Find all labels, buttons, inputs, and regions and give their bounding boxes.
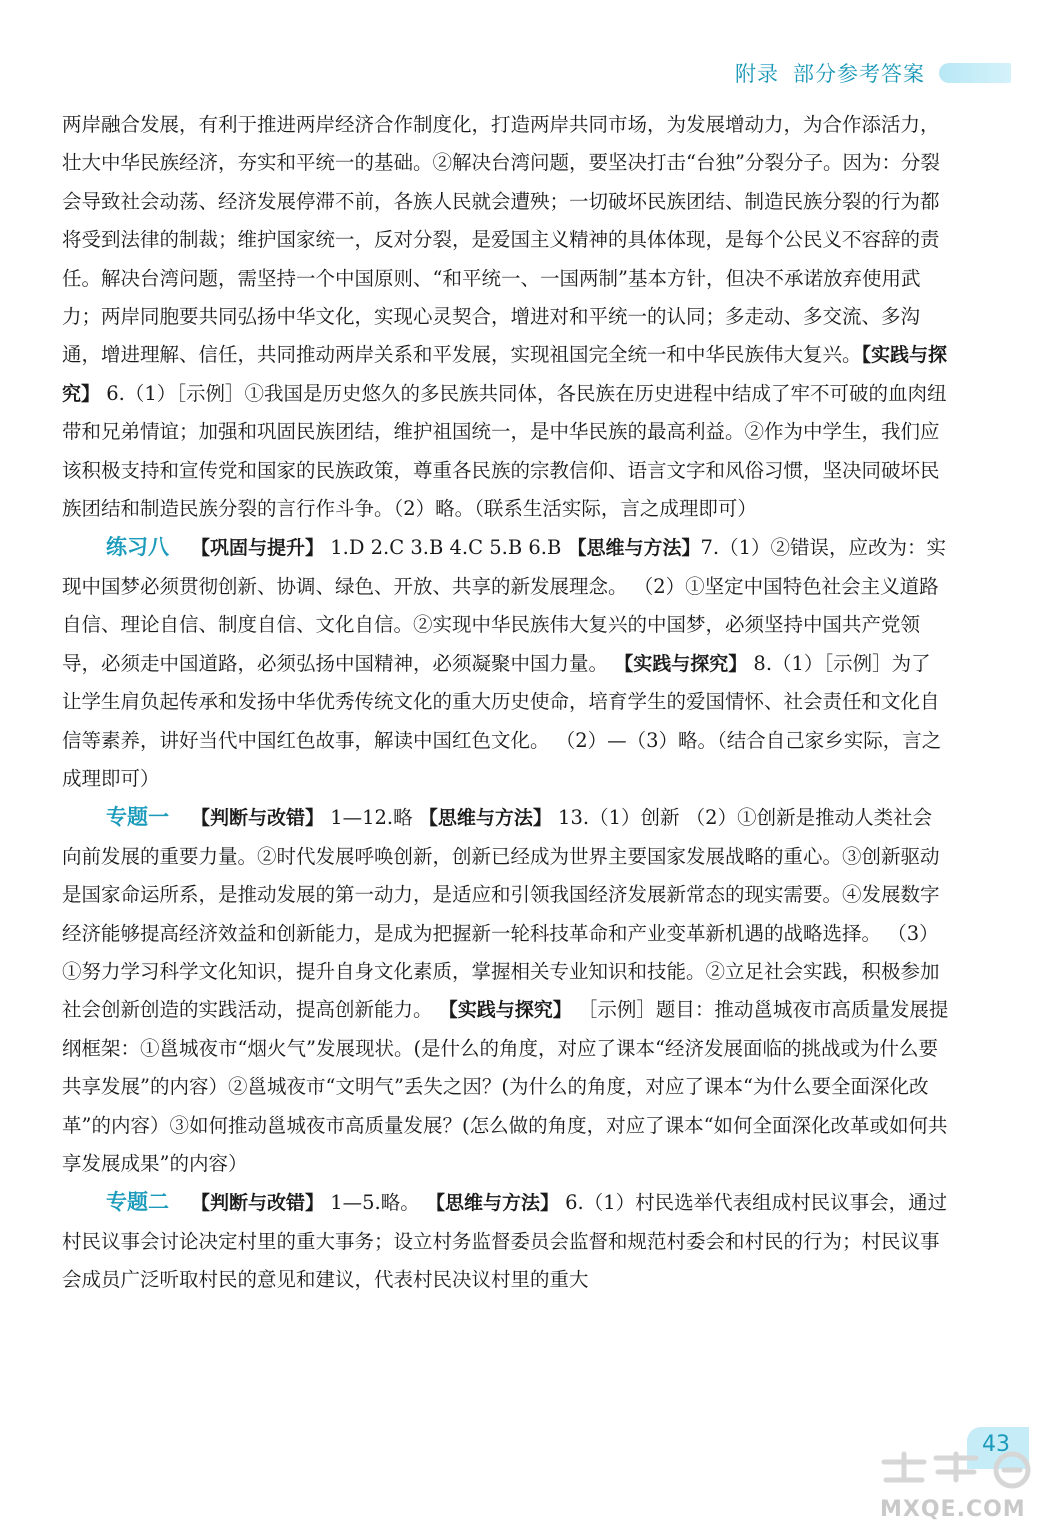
paragraph-continued xyxy=(62,106,950,528)
answer-text: ［示例］题目：推动邕城夜市高质量发展提纲框架：①邕城夜市“烟火气”发展现状。(是什么的角度，对应了课本“经济发展面临的挑战或为什么要共享发展”的内容）②邕城夜市“文明气”丢失之因？(为什么的角度，对应了课本“为什么要全面深化改革”的内容）③如何推动邕城夜市高质量发展？(怎么做的角度，对应了课本“如何全面深化改革或如何共享发展成果”的内容） xyxy=(62,998,949,1175)
tag: 【实践与探究】 xyxy=(614,652,748,675)
tag: 【判断与改错】 xyxy=(191,1192,325,1215)
answer-text: 1—12.略 xyxy=(324,806,419,830)
answer-text: 8.（1）［示例］为了让学生肩负起传承和发扬中华优秀传统文化的重大历史使命，培育学生的爱国情怀、社会责任和文化自信等素养，讲好当代中国红色故事，解读中国红色文化。 （2）—（3）略。（结合自己家乡实际，言之成理即可） xyxy=(62,651,942,790)
answer-text: 6.（1）村民选举代表组成村民议事会，通过村民议事会讨论决定村里的重大事务；设立村务监督委员会监督和规范村委会和村民的行为；村民议事会成员广泛听取村民的意见和建议，代表村民决议村里的重大 xyxy=(62,1191,948,1292)
page-header xyxy=(735,58,1011,88)
tag-practice: 【实践与探究】 xyxy=(62,344,948,405)
tag: 【思维与方法】 xyxy=(418,807,552,830)
answer-text: 7.（1）②错误，应改为：实现中国梦必须贯彻创新、协调、绿色、开放、共享的新发展理念。 （2）①坚定中国特色社会主义道路自信、理论自信、制度自信、文化自信。②实现中华民族伟大复兴的中国梦，必须坚持中国共产党领导，必须走中国道路，必须弘扬中国精神，必须凝聚中国力量。 xyxy=(62,536,947,675)
section-title: 专题二 xyxy=(106,1190,169,1215)
answer-text: 13.（1）创新 （2）①创新是推动人类社会向前发展的重要力量。②时代发展呼唤创新，创新已经成为世界主要国家发展战略的重心。③创新驱动是国家命运所系，是推动发展的第一动力，是适应和引领我国经济发展新常态的现实需要。④发展数字经济能够提高经济效益和创新能力，是成为把握新一轮科技革命和产业变革新机遇的战略选择。 （3）①努力学习科学文化知识，提升自身文化素质，掌握相关专业知识和技能。②立足社会实践，积极参加社会创新创造的实践活动，提高创新能力。 xyxy=(62,806,940,1022)
tag: 【思维与方法】 xyxy=(425,1192,559,1215)
header-title: 部分参考答案 xyxy=(793,62,925,86)
tag: 【实践与探究】 xyxy=(438,999,572,1022)
tag: 【巩固与提升】 xyxy=(191,537,325,560)
watermark-site: MXQE.COM xyxy=(880,1497,1026,1522)
section-topic-1 xyxy=(62,798,950,1183)
page-number: 43 xyxy=(982,1432,1010,1457)
paragraph-text: 6.（1）［示例］①我国是历史悠久的多民族共同体，各民族在历史进程中结成了牢不可破的血肉纽带和兄弟情谊；加强和巩固民族团结，维护祖国统一，是中华民族的最高利益。②作为中学生，我们应该积极支持和宣传党和国家的民族政策，尊重各民族的宗教信仰、语言文字和风俗习惯，坚决同破坏民族团结和制造民族分裂的言行作斗争。（2）略。（联系生活实际，言之成理即可） xyxy=(62,381,947,521)
answer-text: 1—5.略。 xyxy=(324,1191,426,1215)
tag: 【思维与方法】 xyxy=(567,537,701,560)
page-content xyxy=(62,106,950,1300)
header-section: 附录 xyxy=(735,62,779,86)
section-title: 练习八 xyxy=(106,535,169,560)
section-title: 专题一 xyxy=(106,805,169,830)
answer-text: 1.D 2.C 3.B 4.C 5.B 6.B xyxy=(324,536,568,560)
header-decoration-bar xyxy=(939,63,1011,83)
paragraph-text: 两岸融合发展，有利于推进两岸经济合作制度化，打造两岸共同市场，为发展增动力，为合作添活力，壮大中华民族经济，夯实和平统一的基础。②解决台湾问题，要坚决打击“台独”分裂分子。因为：分裂会导致社会动荡、经济发展停滞不前，各族人民就会遭殃；一切破坏民族团结、制造民族分裂的行为都将受到法律的制裁；维护国家统一，反对分裂，是爱国主义精神的具体体现，是每个公民义不容辞的责任。解决台湾问题，需坚持一个中国原则、“和平统一、一国两制”基本方针，但决不承诺放弃使用武力；两岸同胞要共同弘扬中华文化，实现心灵契合，增进对和平统一的认同；多走动、多交流、多沟通，增进理解、信任，共同推动两岸关系和平发展，实现祖国完全统一和中华民族伟大复兴。 xyxy=(62,113,940,367)
section-exercise-8 xyxy=(62,528,950,798)
section-topic-2 xyxy=(62,1183,950,1299)
tag: 【判断与改错】 xyxy=(191,807,325,830)
